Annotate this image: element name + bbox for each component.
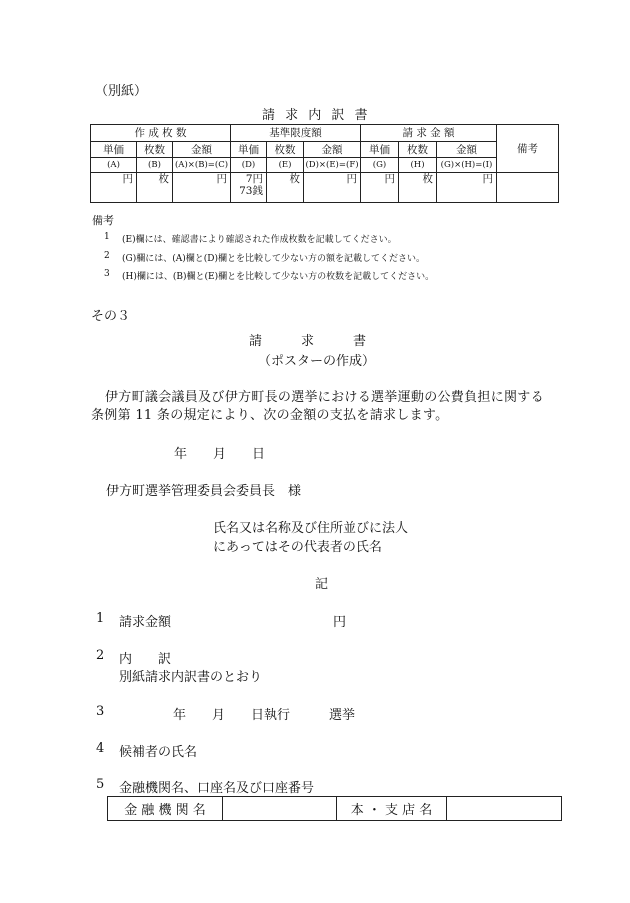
value-cell: 円 [361, 173, 399, 203]
item-number: 2 [96, 648, 105, 663]
col-code: (H) [399, 158, 437, 173]
attachment-label: （別紙） [95, 84, 148, 99]
group-header-sheets: 作 成 枚 数 [91, 125, 231, 142]
base-unit-price: 7円 73銭 [231, 173, 267, 203]
item-number: 4 [96, 741, 105, 756]
candidate-name-label: 候補者の氏名 [119, 745, 198, 760]
col-code: (B) [137, 158, 173, 173]
breakdown-label: 内 訳 [119, 652, 172, 667]
item-number: 3 [96, 704, 105, 719]
col-label: 単価 [361, 142, 399, 158]
col-code: (D) [231, 158, 267, 173]
signer-line1: 氏名又は名称及び住所並びに法人 [213, 521, 409, 536]
note-text: (G)欄には、(A)欄と(D)欄とを比較して少ない方の額を記載してください。 [122, 254, 425, 264]
claim-date: 年 月 日 [174, 447, 266, 462]
col-label: 枚数 [399, 142, 437, 158]
group-header-limit: 基準限度額 [231, 125, 361, 142]
yen-unit: 円 [333, 615, 347, 630]
claim-title: 請 求 書 [249, 334, 367, 349]
claim-body-line1: 伊方町議会議員及び伊方町長の選挙における選挙運動の公費負担に関する [105, 390, 544, 405]
branch-field[interactable] [447, 797, 562, 821]
notes-title: 備考 [92, 214, 114, 227]
remarks-header: 備考 [497, 125, 559, 173]
col-label: 単価 [231, 142, 267, 158]
institution-field[interactable] [223, 797, 337, 821]
value-cell: 円 [437, 173, 497, 203]
note-number: 3 [104, 269, 110, 279]
breakdown-title: 請 求 内 訳 書 [262, 108, 371, 123]
note-number: 1 [104, 232, 110, 242]
col-label: 金額 [173, 142, 231, 158]
col-code: (E) [267, 158, 304, 173]
section-label: その３ [91, 309, 131, 324]
claim-subtitle: （ポスターの作成） [258, 354, 376, 369]
value-cell: 枚 [267, 173, 304, 203]
claim-body-line2: 条例第 11 条の規定により、次の金額の支払を請求します。 [91, 408, 449, 423]
remarks-cell [497, 173, 559, 203]
col-code: (A) [91, 158, 137, 173]
claim-amount-label: 請求金額 [119, 615, 172, 630]
value-cell: 円 [91, 173, 137, 203]
addressee: 伊方町選挙管理委員会委員長 様 [106, 484, 302, 499]
item-number: 5 [96, 777, 105, 792]
note-text: (H)欄には、(B)欄と(E)欄とを比較して少ない方の枚数を記載してください。 [122, 272, 435, 282]
bank-table [107, 796, 562, 821]
note-number: 2 [104, 251, 110, 261]
group-header-claim: 請 求 金 額 [361, 125, 497, 142]
item-number: 1 [96, 611, 105, 626]
value-cell: 枚 [137, 173, 173, 203]
col-code: (G) [361, 158, 399, 173]
ki-mark: 記 [315, 577, 329, 592]
col-label: 金額 [304, 142, 361, 158]
bank-info-label: 金融機関名、口座名及び口座番号 [119, 781, 315, 796]
col-label: 枚数 [137, 142, 173, 158]
col-label: 金額 [437, 142, 497, 158]
breakdown-reference: 別紙請求内訳書のとおり [119, 670, 263, 685]
note-text: (E)欄には、確認書により確認された作成枚数を記載してください。 [122, 235, 397, 245]
col-code: (G)×(H)=(I) [437, 158, 497, 173]
value-cell: 枚 [399, 173, 437, 203]
breakdown-table [90, 124, 559, 203]
institution-label: 金 融 機 関 名 [108, 797, 223, 821]
value-cell: 円 [304, 173, 361, 203]
col-label: 単価 [91, 142, 137, 158]
election-date: 年 月 日執行 選挙 [173, 708, 356, 723]
col-label: 枚数 [267, 142, 304, 158]
col-code: (D)×(E)=(F) [304, 158, 361, 173]
branch-label: 本 ・ 支 店 名 [337, 797, 447, 821]
value-cell: 円 [173, 173, 231, 203]
col-code: (A)×(B)=(C) [173, 158, 231, 173]
signer-line2: にあってはその代表者の氏名 [213, 540, 382, 555]
